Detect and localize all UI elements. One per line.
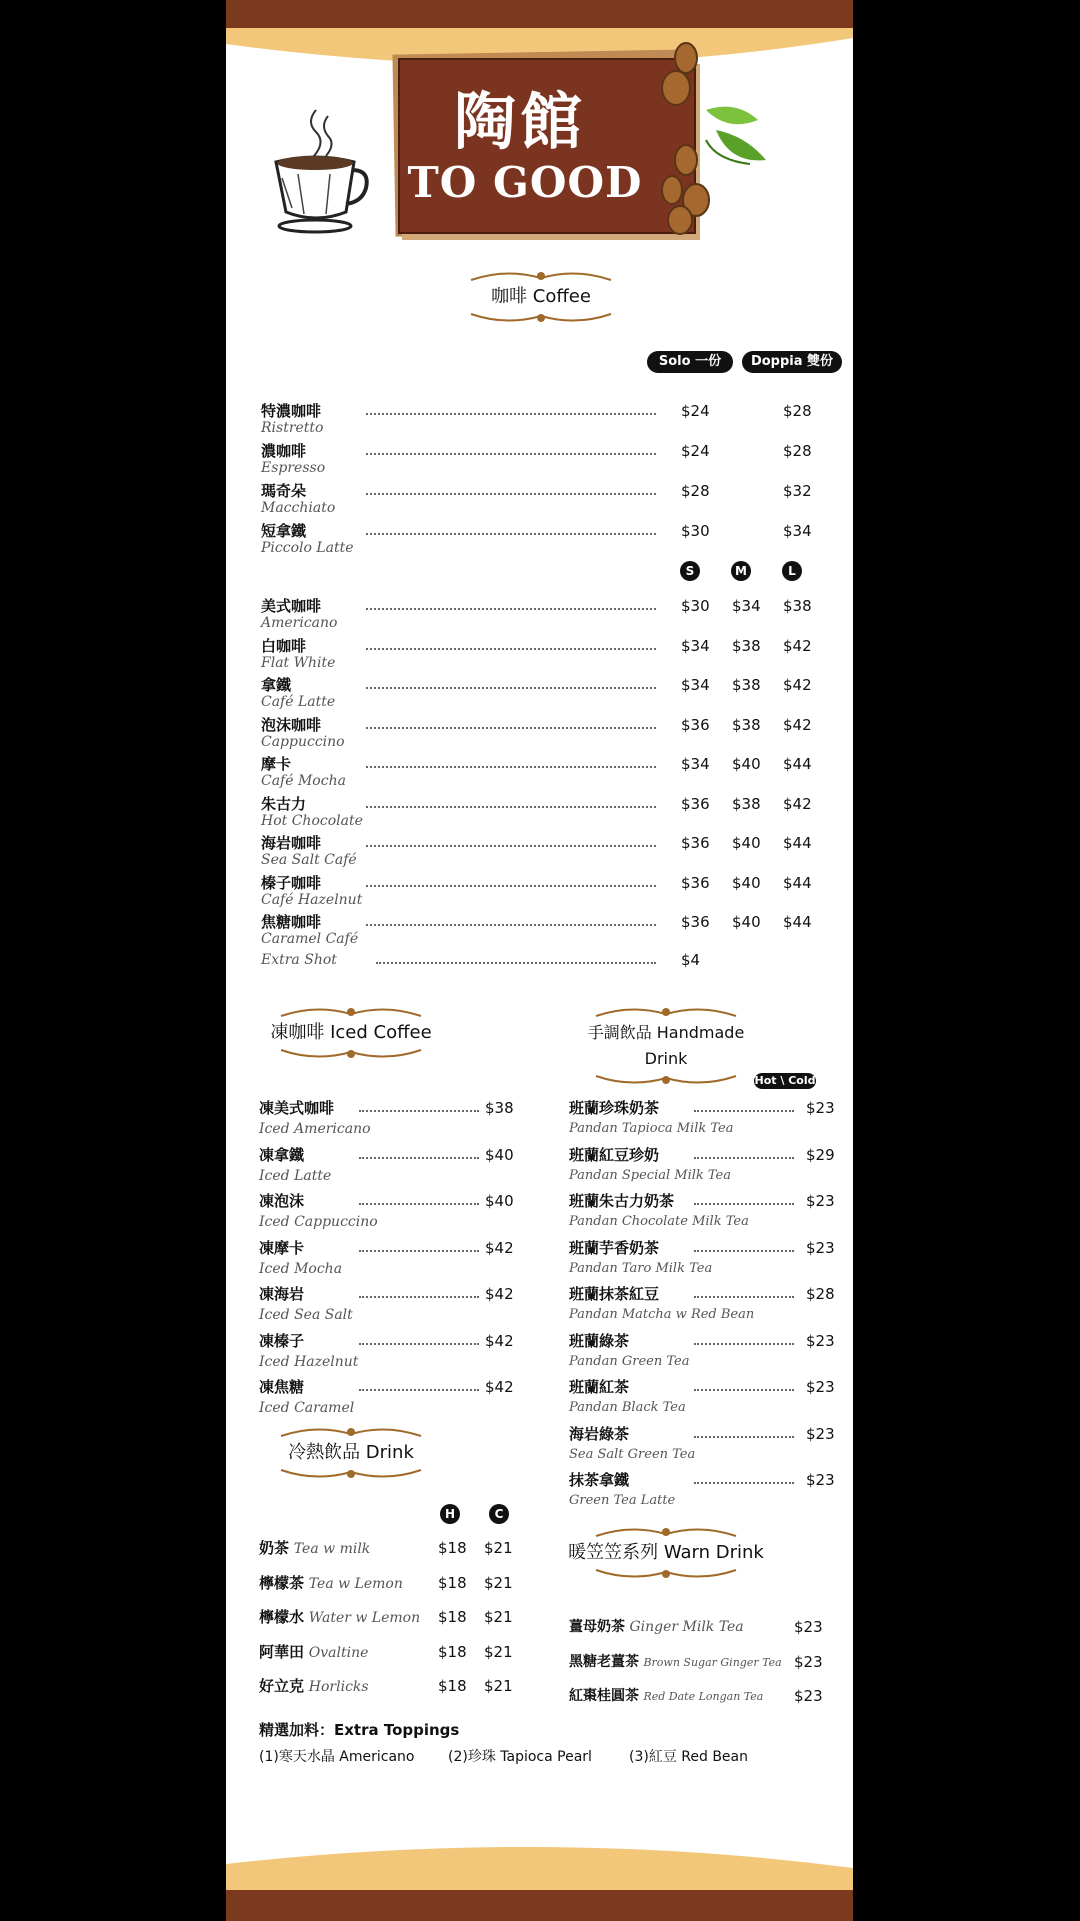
item-name-cn: 凍海岩 [259, 1285, 305, 1303]
item-name-en: Café Hazelnut [261, 891, 363, 908]
leader-dots [366, 885, 656, 887]
coffee-item [261, 597, 821, 633]
item-name-en: Iced Caramel [259, 1400, 355, 1416]
item-name-cn: 瑪奇朵 [261, 482, 307, 500]
item-name-cn: 凍摩卡 [259, 1238, 305, 1257]
iced-header [256, 1004, 446, 1062]
leader-dots [359, 1296, 479, 1298]
size-m-icon: M [731, 561, 751, 581]
iced-item [259, 1332, 519, 1376]
hot-icon: H [440, 1504, 460, 1524]
item-name-cn: 班蘭綠茶 [569, 1331, 630, 1350]
item-name-cn: 奶茶 [259, 1539, 290, 1557]
coffee-item [261, 522, 821, 558]
handmade-item [569, 1332, 839, 1376]
leader-dots [376, 962, 656, 964]
price-l: $44 [783, 913, 812, 931]
leader-dots [359, 1343, 479, 1345]
price-l: $44 [783, 873, 812, 892]
item-name-cn: 海岩咖啡 [261, 834, 322, 852]
price-m: $40 [732, 755, 761, 773]
item-name-cn: 班蘭珍珠奶茶 [569, 1099, 660, 1117]
price-m: $40 [732, 913, 761, 931]
ornament-icon [276, 1466, 426, 1482]
item-name-en: Pandan Special Milk Tea [569, 1167, 732, 1183]
item-name-cn: 特濃咖啡 [261, 402, 322, 420]
item-name-cn: 抹茶拿鐵 [569, 1471, 630, 1489]
top-bar [226, 0, 853, 28]
leader-dots [366, 924, 656, 926]
item-name-cn: 班蘭抹茶紅豆 [569, 1285, 660, 1303]
price-solo: $30 [681, 522, 710, 540]
item-name-cn: 凍焦糖 [259, 1378, 305, 1396]
iced-item [259, 1378, 519, 1422]
warm-header [566, 1524, 766, 1582]
coffee-item [261, 676, 821, 712]
iced-item [259, 1099, 519, 1143]
item-name-cn: 凍美式咖啡 [259, 1099, 335, 1117]
item-price: $42 [485, 1331, 514, 1350]
item-price: $23 [806, 1424, 835, 1443]
price-s: $36 [681, 913, 710, 931]
item-name-cn: 黑糖老薑茶 [569, 1653, 639, 1670]
item-name-cn: 摩卡 [261, 755, 292, 773]
price-cold: $21 [484, 1573, 513, 1592]
price-hot: $18 [438, 1677, 467, 1695]
item-name-en: Hot Chocolate [261, 812, 363, 829]
brand-name-en: TO GOOD [407, 158, 643, 207]
item-name-en: Caramel Café [261, 931, 359, 947]
price-l: $38 [783, 597, 812, 615]
price-l: $42 [783, 794, 812, 813]
item-name-cn: 短拿鐵 [261, 522, 307, 540]
cold-icon: C [489, 1504, 509, 1524]
item-name-en: Pandan Tapioca Milk Tea [569, 1121, 734, 1136]
item-name-en: Americano [261, 615, 338, 631]
doppia-label: Doppia 雙份 [742, 351, 842, 373]
item-price: $23 [806, 1099, 835, 1117]
price-solo: $24 [681, 402, 710, 420]
item-name-en: Water w Lemon [308, 1610, 421, 1626]
bottom-gold-wave [226, 1838, 853, 1890]
item-name-en: Ginger Milk Tea [629, 1619, 744, 1635]
leader-dots [366, 533, 656, 535]
leader-dots [366, 453, 656, 455]
iced-item [259, 1285, 519, 1329]
item-name-cn: 班蘭紅豆珍奶 [569, 1145, 660, 1164]
item-name-en: Iced Sea Salt [259, 1307, 353, 1323]
item-name-en: Macchiato [261, 500, 336, 516]
iced-title: 凍咖啡 Iced Coffee [270, 1022, 432, 1043]
handmade-item [569, 1471, 839, 1515]
price-s: $36 [681, 715, 710, 734]
leader-dots [366, 687, 656, 689]
hot-cold-badge: Hot \ Cold [754, 1074, 816, 1087]
leader-dots [366, 766, 656, 768]
leader-dots [366, 727, 656, 729]
brand-name-cn: 陶館 [453, 85, 586, 158]
topping-1: (1)寒天水晶 Americano [259, 1749, 415, 1765]
topping-2: (2)珍珠 Tapioca Pearl [448, 1749, 592, 1765]
drink-header [256, 1424, 446, 1482]
leader-dots [366, 648, 656, 650]
item-name-cn: 拿鐵 [261, 676, 292, 694]
item-price: $40 [485, 1192, 514, 1210]
ornament-icon [466, 268, 616, 284]
ornament-icon [276, 1046, 426, 1062]
price-m: $38 [732, 715, 761, 734]
item-name-cn: 阿華田 [259, 1642, 305, 1661]
topping-3: (3)紅豆 Red Bean [629, 1749, 748, 1765]
item-name-cn: 榛子咖啡 [261, 873, 322, 892]
item-name-cn: 好立克 [259, 1677, 305, 1695]
coffee-beans-icon [646, 40, 786, 240]
item-name-en: Pandan Chocolate Milk Tea [569, 1214, 749, 1229]
item-price: $23 [806, 1238, 835, 1257]
price-m: $38 [732, 636, 761, 655]
item-name-cn: 美式咖啡 [261, 597, 322, 615]
price-hot: $18 [438, 1608, 467, 1626]
leader-dots [366, 845, 656, 847]
coffee-title: 咖啡 Coffee [491, 286, 591, 307]
drink-item [259, 1643, 368, 1662]
item-price: $23 [794, 1652, 823, 1671]
price-cold: $21 [484, 1608, 513, 1626]
item-name-en: Flat White [261, 654, 336, 671]
warm-item [569, 1653, 782, 1672]
warm-title: 暖笠笠系列 Warn Drink [568, 1542, 764, 1563]
price-m: $34 [732, 597, 761, 615]
price-m: $38 [732, 794, 761, 813]
item-name-en: Sea Salt Green Tea [569, 1446, 696, 1462]
item-price: $28 [806, 1285, 835, 1303]
leader-dots [694, 1296, 794, 1298]
coffee-header [446, 268, 636, 326]
item-price: $23 [806, 1192, 835, 1210]
price-s: $36 [681, 794, 710, 813]
item-price: $23 [794, 1618, 823, 1636]
item-name-cn: 濃咖啡 [261, 442, 307, 460]
warm-item [569, 1687, 763, 1706]
drink-item [259, 1539, 370, 1558]
price-cold: $21 [484, 1677, 513, 1695]
item-name-en: Café Mocha [261, 773, 346, 789]
leader-dots [359, 1389, 479, 1391]
coffee-item [261, 795, 821, 831]
item-name-cn: 班蘭朱古力奶茶 [569, 1192, 675, 1210]
item-name-cn: 薑母奶茶 [569, 1619, 625, 1635]
ornament-icon [591, 1072, 741, 1088]
item-price: $40 [485, 1145, 514, 1164]
price-s: $34 [681, 636, 710, 655]
coffee-item [261, 834, 821, 870]
price-doppia: $34 [783, 522, 812, 540]
item-name-en: Pandan Taro Milk Tea [569, 1260, 713, 1276]
item-name-cn: 凍泡沫 [259, 1192, 305, 1210]
ornament-icon [276, 1004, 426, 1020]
drink-title: 冷熱飲品 Drink [288, 1442, 414, 1463]
iced-item [259, 1239, 519, 1283]
extra-shot-label: Extra Shot [261, 952, 337, 968]
price-l: $42 [783, 636, 812, 655]
leader-dots [359, 1157, 479, 1159]
item-name-cn: 焦糖咖啡 [261, 913, 322, 931]
item-name-cn: 朱古力 [261, 794, 307, 813]
item-name-en: Cappuccino [261, 733, 345, 750]
item-name-cn: 檸檬茶 [259, 1573, 305, 1592]
leader-dots [694, 1389, 794, 1391]
handmade-title: 手調飲品 Handmade Drink [587, 1023, 745, 1068]
extra-shot-row [261, 951, 821, 987]
item-name-en: Iced Latte [259, 1167, 332, 1184]
item-name-en: Tea w milk [293, 1541, 371, 1557]
coffee-item [261, 874, 821, 910]
leader-dots [694, 1436, 794, 1438]
price-cold: $21 [484, 1642, 513, 1661]
coffee-item [261, 402, 821, 438]
item-name-cn: 白咖啡 [261, 636, 307, 655]
item-name-en: Iced Americano [259, 1121, 371, 1137]
iced-item [259, 1146, 519, 1190]
item-name-cn: 凍榛子 [259, 1331, 305, 1350]
price-l: $44 [783, 755, 812, 773]
leader-dots [359, 1110, 479, 1112]
item-name-en: Red Date Longan Tea [643, 1690, 764, 1703]
leader-dots [359, 1250, 479, 1252]
item-name-en: Ovaltine [308, 1644, 369, 1661]
price-hot: $18 [438, 1573, 467, 1592]
price-s: $34 [681, 676, 710, 694]
toppings-title: 精選加料：Extra Toppings [259, 1721, 460, 1739]
item-price: $42 [485, 1285, 514, 1303]
price-m: $40 [732, 834, 761, 852]
item-price: $38 [485, 1099, 514, 1117]
item-price: $42 [485, 1378, 514, 1396]
leader-dots [694, 1203, 794, 1205]
item-name-en: Pandan Matcha w Red Bean [569, 1307, 755, 1322]
warm-item [569, 1618, 744, 1636]
coffee-item [261, 913, 821, 949]
item-name-en: Ristretto [261, 420, 324, 436]
leader-dots [359, 1203, 479, 1205]
item-name-cn: 凍拿鐵 [259, 1145, 305, 1164]
item-name-cn: 紅棗桂圓茶 [569, 1688, 639, 1704]
item-name-en: Brown Sugar Ginger Tea [643, 1655, 782, 1669]
item-name-cn: 檸檬水 [259, 1608, 305, 1626]
price-s: $36 [681, 873, 710, 892]
item-name-cn: 班蘭芋香奶茶 [569, 1238, 660, 1257]
price-s: $36 [681, 834, 710, 852]
handmade-item [569, 1099, 839, 1143]
handmade-item [569, 1378, 839, 1422]
handmade-item [569, 1192, 839, 1236]
price-l: $42 [783, 676, 812, 694]
coffee-item [261, 442, 821, 478]
price-s: $30 [681, 597, 710, 615]
price-solo: $28 [681, 482, 710, 500]
handmade-item [569, 1239, 839, 1283]
item-name-en: Piccolo Latte [261, 540, 354, 556]
item-name-cn: 海岩綠茶 [569, 1424, 630, 1443]
size-l-icon: L [782, 561, 802, 581]
item-name-cn: 泡沫咖啡 [261, 715, 322, 734]
coffee-item [261, 482, 821, 518]
price-l: $44 [783, 834, 812, 852]
price-doppia: $28 [783, 402, 812, 420]
item-name-en: Horlicks [308, 1679, 369, 1695]
item-price: $23 [806, 1378, 835, 1396]
drink-item [259, 1574, 403, 1593]
item-name-en: Café Latte [261, 694, 336, 710]
leader-dots [366, 413, 656, 415]
handmade-header [566, 1004, 766, 1088]
leader-dots [694, 1482, 794, 1484]
item-price: $42 [485, 1238, 514, 1257]
handmade-item [569, 1285, 839, 1329]
menu-page [226, 0, 853, 1921]
price-l: $42 [783, 715, 812, 734]
drink-item [259, 1608, 420, 1627]
drink-item [259, 1677, 369, 1696]
leader-dots [366, 608, 656, 610]
coffee-cup-icon [268, 108, 370, 234]
extra-shot-price: $4 [681, 951, 701, 969]
size-s-icon: S [680, 561, 700, 581]
ornament-icon [466, 310, 616, 326]
price-doppia: $32 [783, 482, 812, 500]
solo-label: Solo 一份 [647, 351, 733, 373]
price-hot: $18 [438, 1539, 467, 1557]
item-name-en: Pandan Green Tea [569, 1353, 690, 1369]
item-name-en: Iced Cappuccino [259, 1214, 378, 1230]
ornament-icon [276, 1424, 426, 1440]
price-hot: $18 [438, 1642, 467, 1661]
price-solo: $24 [681, 442, 710, 460]
coffee-item [261, 716, 821, 752]
price-cold: $21 [484, 1539, 513, 1557]
leader-dots [694, 1110, 794, 1112]
item-price: $23 [794, 1687, 823, 1705]
ornament-icon [591, 1566, 741, 1582]
item-price: $29 [806, 1145, 835, 1164]
item-name-en: Espresso [261, 460, 326, 476]
leader-dots [366, 806, 656, 808]
leader-dots [694, 1250, 794, 1252]
item-name-cn: 班蘭紅茶 [569, 1378, 630, 1396]
ornament-icon [591, 1004, 741, 1020]
price-m: $38 [732, 676, 761, 694]
leader-dots [694, 1157, 794, 1159]
item-name-en: Tea w Lemon [308, 1575, 403, 1592]
handmade-item [569, 1425, 839, 1469]
ornament-icon [591, 1524, 741, 1540]
handmade-item [569, 1146, 839, 1190]
leader-dots [366, 493, 656, 495]
item-name-en: Green Tea Latte [569, 1493, 676, 1508]
item-price: $23 [806, 1331, 835, 1350]
item-price: $23 [806, 1471, 835, 1489]
price-m: $40 [732, 873, 761, 892]
bottom-bar [226, 1890, 853, 1921]
item-name-en: Iced Hazelnut [259, 1353, 359, 1370]
coffee-item [261, 637, 821, 673]
item-name-en: Sea Salt Café [261, 852, 357, 868]
iced-item [259, 1192, 519, 1236]
coffee-item [261, 755, 821, 791]
price-s: $34 [681, 755, 710, 773]
leader-dots [694, 1343, 794, 1345]
price-doppia: $28 [783, 442, 812, 460]
item-name-en: Pandan Black Tea [569, 1400, 686, 1415]
item-name-en: Iced Mocha [259, 1260, 343, 1277]
